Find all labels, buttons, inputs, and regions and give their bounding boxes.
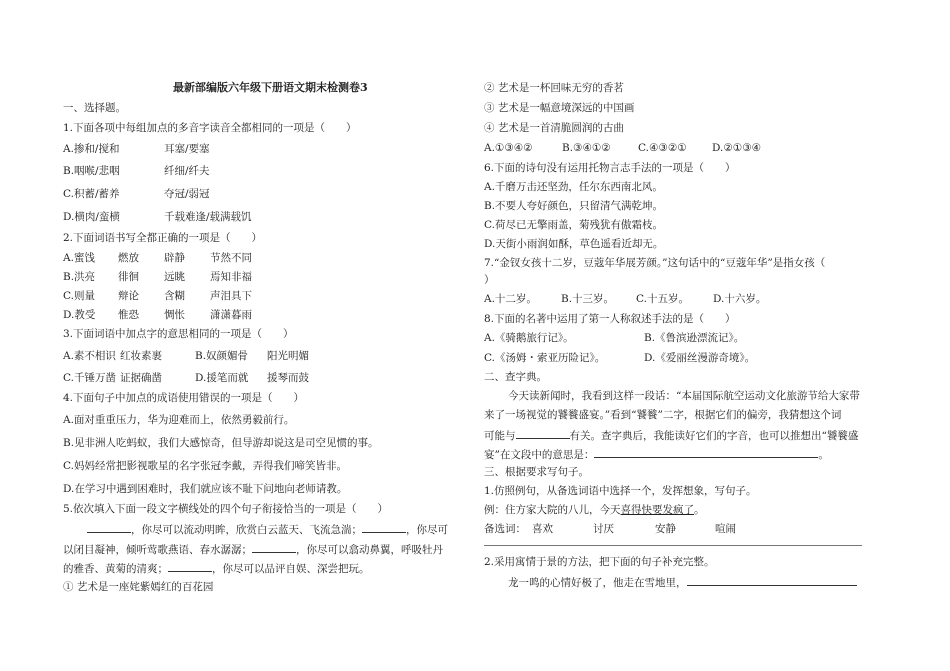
q5-options xyxy=(484,141,761,155)
q4-option-c: C.妈妈经常把影视歌星的名字张冠李戴，弄得我们啼笑皆非。 xyxy=(63,460,347,472)
q5-passage-line-3 xyxy=(63,560,370,576)
q2-b-3: 远眺 xyxy=(164,271,185,283)
q5-item-2: ② 艺术是一杯回味无穷的香茗 xyxy=(484,82,624,94)
q1-option-d xyxy=(63,210,252,224)
exam-title: 最新部编版六年级下册语文期末检测卷3 xyxy=(173,81,368,94)
q6-option-b: B.不要人夸好颜色，只留清气满乾坤。 xyxy=(484,200,664,212)
q8-opt-d: D.《爱丽丝漫游奇境》。 xyxy=(644,352,756,364)
word-3: 安静 xyxy=(655,523,676,535)
q7-opt-c: C.十五岁。 xyxy=(636,293,689,305)
q7-stem: 7.“金钗女孩十二岁，豆蔻年华展芳颜。”这句话中的“豆蔻年华”是指女孩（ xyxy=(484,257,826,269)
example-underlined: 喜得快要发疯了 xyxy=(620,504,694,516)
q2-d-3: 惆怅 xyxy=(164,309,185,321)
q1-a-1: A.掺和/搅和 xyxy=(63,143,120,155)
q5-blank-4[interactable] xyxy=(168,560,212,572)
q8-stem: 8.下面的名著中运用了第一人称叙述手法的是（ ） xyxy=(484,313,736,325)
q2-d-4: 潇潇暮雨 xyxy=(210,309,252,321)
q1-c-1: C.积蓄/蓄养 xyxy=(63,188,120,200)
q5-p2b: ，你尽可以翕动鼻翼，呼吸牡丹 xyxy=(296,544,443,556)
q8-options-cd xyxy=(484,351,755,365)
example-pre: 例：住方家大院的八儿，今天 xyxy=(484,504,621,516)
s3-q1-words xyxy=(484,522,736,536)
s3-q2-text: 龙一鸣的心情好极了，他走在雪地里， xyxy=(508,577,687,589)
q3-option-ab xyxy=(63,349,309,363)
q5-opt-b: B.③④①② xyxy=(562,142,611,154)
q5-p2a: 以闭目凝神，倾听莺歌燕语、春水潺潺； xyxy=(63,544,252,556)
q5-passage-line-1 xyxy=(87,521,448,537)
q2-a-1: A.蜜饯 xyxy=(63,252,95,264)
q6-stem: 6.下面的诗句没有运用托物言志手法的一项是（ ） xyxy=(484,162,736,174)
q2-d-2: 惟恐 xyxy=(118,309,139,321)
q2-b-2: 徘徊 xyxy=(118,271,139,283)
s2-line-1: 今天读新闻时，我看到这样一段话：“本届国际航空运动文化旅游节给大家带 xyxy=(508,390,860,402)
q4-stem: 4.下面句子中加点的成语使用错误的一项是（ ） xyxy=(63,392,305,404)
q2-option-c xyxy=(63,289,252,303)
q3-a-1: A.素不相识 xyxy=(63,350,116,362)
q1-c-2: 夺冠/弱冠 xyxy=(164,188,210,200)
q8-opt-c: C.《汤姆・索亚历险记》。 xyxy=(484,352,606,364)
q5-stem: 5.依次填入下面一段文字横线处的四个句子衔接恰当的一项是（ ） xyxy=(63,503,389,515)
q3-c-2: 证据确凿 xyxy=(120,372,162,384)
q5-p3b: ，你尽可以品评自娱、深尝把玩。 xyxy=(212,563,370,575)
q1-b-1: B.咽喉/悲咽 xyxy=(63,165,120,177)
word-4: 喧闹 xyxy=(715,523,736,535)
q7-opt-d: D.十六岁。 xyxy=(713,293,767,305)
q5-blank-2[interactable] xyxy=(362,521,406,533)
q1-option-a xyxy=(63,142,210,156)
q5-p3a: 的雅香、黄菊的清爽； xyxy=(63,563,168,575)
s3-q2-stem: 2.采用寓情于景的方法，把下面的句子补充完整。 xyxy=(484,556,715,568)
s2-line-3 xyxy=(484,427,858,443)
section-2-heading: 二、查字典。 xyxy=(484,371,547,383)
s2-line-3a: 可能与 xyxy=(484,430,516,442)
q5-item-3: ③ 艺术是一幅意境深远的中国画 xyxy=(484,102,635,114)
q8-opt-b: B.《鲁滨逊漂流记》。 xyxy=(644,332,745,344)
q2-c-1: C.则量 xyxy=(63,290,95,302)
q8-opt-a: A.《骑鹅旅行记》。 xyxy=(484,332,574,344)
q5-opt-c: C.④③②① xyxy=(638,142,687,154)
q2-d-1: D.教受 xyxy=(63,309,96,321)
q6-option-c: C.荷尽已无擎雨盖，菊残犹有傲霜枝。 xyxy=(484,219,663,231)
q3-b-1: B.奴颜媚骨 xyxy=(195,350,249,362)
q3-a-2: 红妆素裹 xyxy=(120,350,162,362)
q3-b-2: 阳光明媚 xyxy=(267,350,309,362)
q5-blank-1[interactable] xyxy=(87,521,131,533)
q2-b-1: B.洪亮 xyxy=(63,271,96,283)
q2-option-b xyxy=(63,270,252,284)
q3-c-1: C.千锤万凿 xyxy=(63,372,116,384)
s2-line-4 xyxy=(484,446,829,462)
s3-q2-line xyxy=(508,574,857,590)
q4-option-a: A.面对重重压力，华为迎难而上，依然勇毅前行。 xyxy=(63,414,295,426)
q3-option-cd xyxy=(63,371,309,385)
q7-opt-a: A.十二岁。 xyxy=(484,293,537,305)
q1-option-c xyxy=(63,187,210,201)
s2-line-4b: 。 xyxy=(818,449,829,461)
q2-a-2: 燃放 xyxy=(118,252,139,264)
q5-opt-d: D.②①③④ xyxy=(712,142,762,154)
q3-d-2: 援琴而鼓 xyxy=(267,372,309,384)
section-3-heading: 三、根据要求写句子。 xyxy=(484,466,589,478)
word-1: 喜欢 xyxy=(532,523,553,535)
q8-options-ab xyxy=(484,331,744,345)
q6-option-d: D.天街小雨润如酥，草色遥看近却无。 xyxy=(484,238,664,250)
q1-d-1: D.横肉/蛮横 xyxy=(63,211,120,223)
q5-blank-3[interactable] xyxy=(252,541,296,553)
q7-close: ） xyxy=(484,274,495,286)
s3-q1-stem: 1.仿照例句，从备选词语中选择一个，发挥想象，写句子。 xyxy=(484,485,757,497)
q2-b-4: 焉知非福 xyxy=(210,271,252,283)
q5-item-4: ④ 艺术是一首清脆圆润的古曲 xyxy=(484,122,624,134)
q1-b-2: 纤细/纤夫 xyxy=(164,165,210,177)
q2-a-4: 节然不同 xyxy=(210,252,252,264)
q7-opt-b: B.十三岁。 xyxy=(561,293,615,305)
q6-option-a: A.千磨万击还坚劲，任尔东西南北风。 xyxy=(484,181,663,193)
example-post: 。 xyxy=(694,504,705,516)
q3-d-1: D.援笔而就 xyxy=(195,372,249,384)
q2-c-2: 辩论 xyxy=(118,290,139,302)
q1-option-b xyxy=(63,164,210,178)
q2-option-d xyxy=(63,308,252,322)
q4-option-d: D.在学习中遇到困难时，我们就应该不耻下问地向老师请教。 xyxy=(63,483,348,495)
s3-q1-example xyxy=(484,503,705,517)
q3-stem: 3.下面词语中加点字的意思相同的一项是（ ） xyxy=(63,328,294,340)
s2-blank-1[interactable] xyxy=(516,427,570,439)
q2-a-3: 辟静 xyxy=(164,252,185,264)
s2-line-3b: 有关。查字典后，我能读好它们的字音，也可以推想出“饕餮盛 xyxy=(569,430,859,442)
q5-opt-a: A.①③④② xyxy=(484,142,533,154)
q4-option-b: B.见非洲人吃蚂蚁，我们大感惊奇，但导游却说这是司空见惯的事。 xyxy=(63,437,379,449)
q7-options xyxy=(484,292,766,306)
s2-blank-2[interactable] xyxy=(594,446,818,458)
words-label: 备选词： xyxy=(484,523,526,535)
section-1-heading: 一、选择题。 xyxy=(63,102,126,114)
q5-p1a: ，你尽可以流动明眸，欣赏白云蓝天、飞流急湍； xyxy=(131,524,362,536)
q2-stem: 2.下面词语书写全都正确的一项是（ ） xyxy=(63,232,263,244)
q1-d-2: 千载难逢/载满载饥 xyxy=(164,211,252,223)
word-2: 讨厌 xyxy=(593,523,614,535)
q2-c-4: 声泪具下 xyxy=(210,290,252,302)
q2-option-a xyxy=(63,251,252,265)
s3-q2-blank[interactable] xyxy=(687,574,857,586)
q5-item-1: ① 艺术是一座姹紫嫣红的百花园 xyxy=(63,581,214,593)
s2-line-2: 来了一场视觉的饕餮盛宴。”看到“饕餮”二字，根据它们的偏旁，我猜想这个词 xyxy=(484,409,842,421)
q1-stem: 1.下面各项中每组加点的多音字读音全都相同的一项是（ ） xyxy=(63,122,357,134)
q5-p1b: ，你尽可 xyxy=(406,524,448,536)
s3-q1-answer-line[interactable] xyxy=(484,545,862,546)
q5-passage-line-2 xyxy=(63,541,443,557)
q2-c-3: 含糊 xyxy=(164,290,185,302)
q1-a-2: 耳塞/要塞 xyxy=(164,143,210,155)
s2-line-4a: 宴”在文段中的意思是： xyxy=(484,449,595,461)
